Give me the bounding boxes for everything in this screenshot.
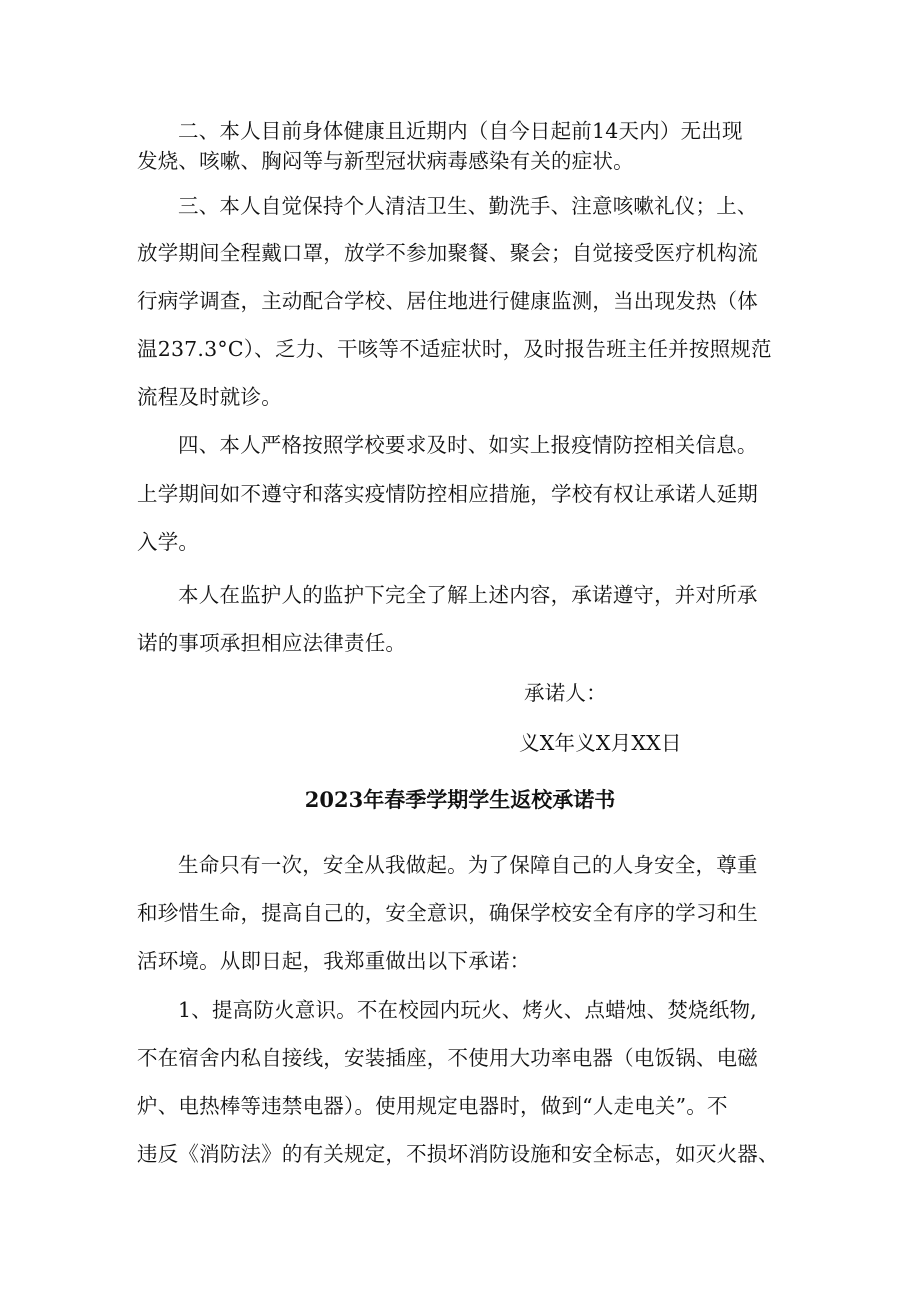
paragraph-line: 三、本人自觉保持个人清洁卫生、勤洗手、注意咳嗽礼仪；上、 [178,194,758,218]
paragraph-line: 流程及时就诊。 [137,385,282,409]
paragraph-line: 不在宿舍内私自接线，安装插座，不使用大功率电器（电饭锅、电磁 [137,1046,758,1070]
paragraph-line: 违反《消防法》的有关规定，不损坏消防设施和安全标志，如灭火器、 [137,1142,779,1166]
paragraph-line: 入学。 [137,530,200,554]
paragraph-line: 行病学调查，主动配合学校、居住地进行健康监测，当出现发热（体 [137,289,758,313]
paragraph-line: 诺的事项承担相应法律责任。 [137,631,407,655]
document-title: 2023年春季学期学生返校承诺书 [304,787,616,812]
paragraph-line: 1、提高防火意识。不在校园内玩火、烤火、点蜡烛、焚烧纸物, [178,998,757,1022]
paragraph-line: 生命只有一次，安全从我做起。为了保障自己的人身安全，尊重 [178,853,758,877]
paragraph-line: 二、本人目前身体健康且近期内（自今日起前14天内）无出现 [178,119,743,143]
date-line: 义X年义X月XX日 [519,731,682,755]
paragraph-line: 本人在监护人的监护下完全了解上述内容，承诺遵守，并对所承 [178,583,758,607]
paragraph-line: 炉、电热棒等违禁电器）。使用规定电器时，做到“人走电关”。不 [137,1094,728,1118]
paragraph-line: 温237.3°C）、乏力、干咳等不适症状时，及时报告班主任并按照规范 [137,337,772,361]
paragraph-line: 和珍惜生命，提高自己的，安全意识，确保学校安全有序的学习和生 [137,901,758,925]
paragraph-line: 四、本人严格按照学校要求及时、如实上报疫情防控相关信息。 [178,433,758,457]
paragraph-line: 发烧、咳嗽、胸闷等与新型冠状病毒感染有关的症状。 [137,149,634,173]
signer-label: 承诺人： [524,681,607,705]
paragraph-line: 上学期间如不遵守和落实疫情防控相应措施，学校有权让承诺人延期 [137,482,758,506]
paragraph-line: 活环境。从即日起，我郑重做出以下承诺： [137,949,531,973]
paragraph-line: 放学期间全程戴口罩，放学不参加聚餐、聚会；自觉接受医疗机构流 [137,241,758,265]
